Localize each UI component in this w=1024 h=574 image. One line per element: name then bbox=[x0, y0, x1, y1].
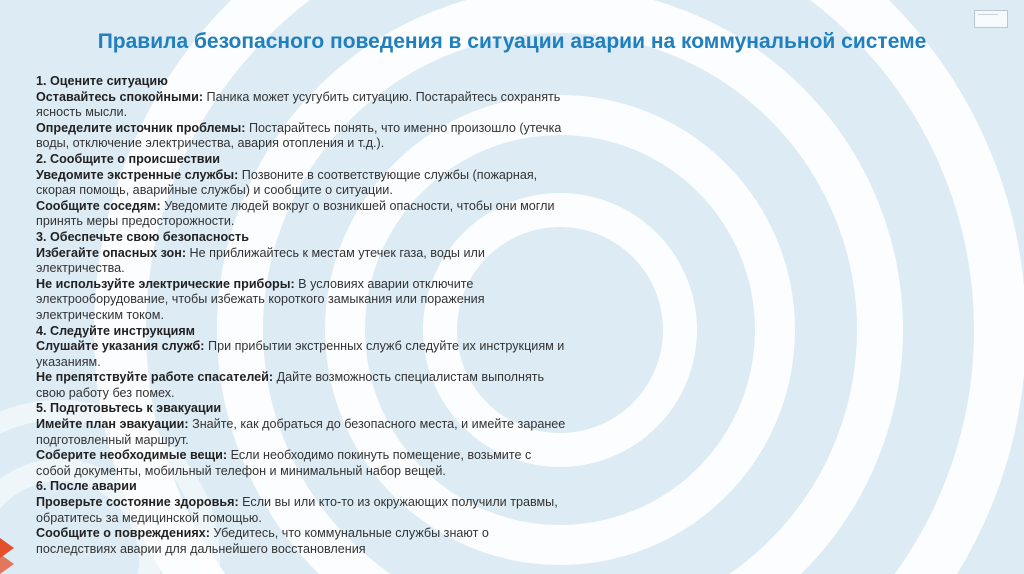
rule-label: Имейте план эвакуации: bbox=[36, 417, 189, 432]
rule-item bbox=[36, 370, 566, 401]
section-heading: 3. Обеспечьте свою безопасность bbox=[36, 229, 249, 244]
rule-label: Проверьте состояние здоровья: bbox=[36, 495, 239, 510]
rule-item bbox=[36, 90, 566, 121]
rule-text: Паника может усугубить ситуацию. Постарайтесь сохранять ясность мысли. bbox=[36, 89, 561, 120]
rule-text: Если вы или кто-то из окружающих получили травмы, обратитесь за медицинской помощью. bbox=[36, 495, 558, 525]
rule-item bbox=[36, 339, 566, 370]
rules-list bbox=[36, 74, 566, 557]
rule-item bbox=[36, 448, 566, 479]
rule-label: Оставайтесь спокойными: bbox=[36, 89, 204, 104]
rule-label: Уведомите экстренные службы: bbox=[36, 167, 239, 182]
rule-label: Сообщите о повреждениях: bbox=[36, 526, 210, 541]
section-heading: 4. Следуйте инструкциям bbox=[36, 323, 196, 338]
rule-label: Соберите необходимые вещи: bbox=[36, 448, 228, 463]
rule-item bbox=[36, 526, 566, 557]
rule-text: В условиях аварии отключите электрооборудование, чтобы избежать короткого замыкания или поражения электрическим током. bbox=[36, 276, 485, 322]
rule-label: Слушайте указания служб: bbox=[36, 339, 205, 354]
section-heading: 6. После аварии bbox=[36, 479, 137, 494]
rule-text: Знайте, как добраться до безопасного места, и имейте заранее подготовленный маршрут. bbox=[36, 417, 566, 447]
rule-item bbox=[36, 277, 566, 324]
rule-label: Определите источник проблемы: bbox=[36, 120, 246, 135]
rule-item bbox=[36, 417, 566, 448]
rule-label: Не препятствуйте работе спасателей: bbox=[36, 370, 274, 385]
corner-thumbnail bbox=[974, 10, 1008, 28]
slide-title: Правила безопасного поведения в ситуации аварии на коммунальной системе bbox=[97, 30, 927, 54]
rule-label: Сообщите соседям: bbox=[36, 198, 161, 213]
rule-label: Не используйте электрические приборы: bbox=[36, 276, 295, 291]
rule-text: Позвоните в соответствующие службы (пожарная, скорая помощь, аварийные службы) и сообщите о ситуации. bbox=[36, 167, 538, 198]
rule-item bbox=[36, 495, 566, 526]
rule-item bbox=[36, 199, 566, 230]
arrow-marker-icon bbox=[0, 536, 22, 574]
section-heading: 5. Подготовьтесь к эвакуации bbox=[36, 401, 222, 416]
rule-text: Если необходимо покинуть помещение, возьмите с собой документы, мобильный телефон и минимальный набор вещей. bbox=[36, 448, 532, 478]
rule-label: Избегайте опасных зон: bbox=[36, 245, 187, 260]
rule-text: Постарайтесь понять, что именно произошло (утечка воды, отключение электричества, авария отопления и т.д.). bbox=[36, 120, 562, 151]
rule-text: Убедитесь, что коммунальные службы знают о последствиях аварии для дальнейшего восстановления bbox=[36, 526, 489, 556]
rule-text: При прибытии экстренных служб следуйте их инструкциям и указаниям. bbox=[36, 339, 565, 369]
rule-text: Не приближайтесь к местам утечек газа, воды или электричества. bbox=[36, 245, 485, 276]
rule-item bbox=[36, 246, 566, 277]
rule-item bbox=[36, 121, 566, 152]
rule-text: Дайте возможность специалистам выполнять свою работу без помех. bbox=[36, 370, 545, 400]
section-heading: 2. Сообщите о происшествии bbox=[36, 151, 220, 166]
rule-text: Уведомите людей вокруг о возникшей опасности, чтобы они могли принять меры предосторожности. bbox=[36, 198, 555, 229]
rule-item bbox=[36, 168, 566, 199]
section-heading: 1. Оцените ситуацию bbox=[36, 74, 168, 88]
